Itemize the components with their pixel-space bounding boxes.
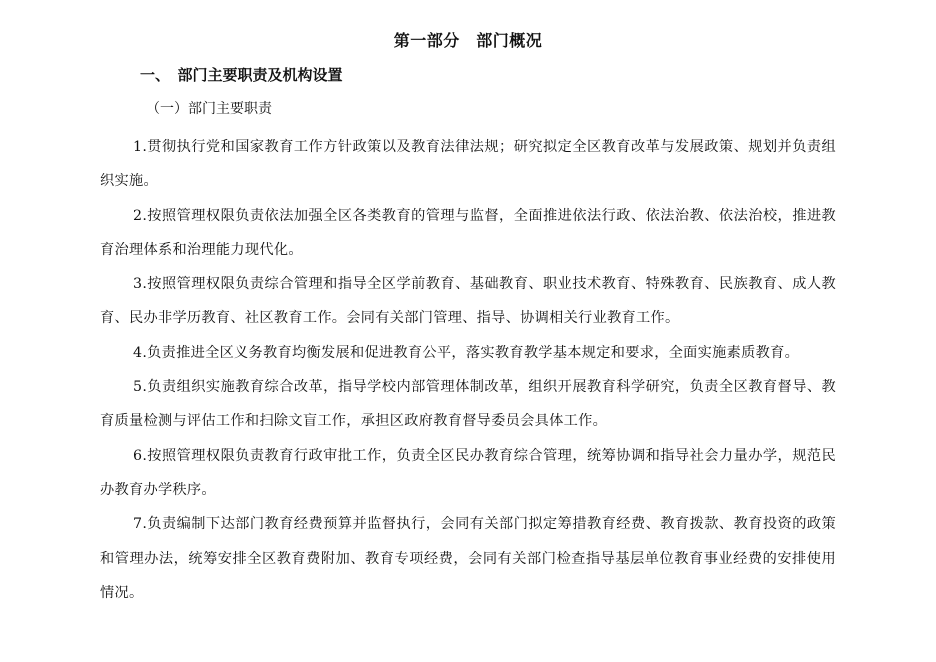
paragraph-2: 2.按照管理权限负责依法加强全区各类教育的管理与监督，全面推进依法行政、依法治教、依法治校，推进教育治理体系和治理能力现代化。: [100, 207, 836, 258]
paragraph-4: 4.负责推进全区义务教育均衡发展和促进教育公平，落实教育教学基本规定和要求，全面实施素质教育。: [133, 344, 800, 361]
paragraph-7: 7.负责编制下达部门教育经费预算并监督执行，会同有关部门拟定筹措教育经费、教育拨款、教育投资的政策和管理办法，统筹安排全区教育费附加、教育专项经费，会同有关部门检查指导基层单位教育事业经费的安排使用情况。: [100, 516, 836, 601]
subsection-heading: （一）部门主要职责: [146, 101, 272, 117]
paragraph-5: 5.负责组织实施教育综合改革，指导学校内部管理体制改革，组织开展教育科学研究，负责全区教育督导、教育质量检测与评估工作和扫除文盲工作，承担区政府教育督导委员会具体工作。: [100, 379, 836, 430]
paragraph-6: 6.按照管理权限负责教育行政审批工作，负责全区民办教育综合管理，统筹协调和指导社会力量办学，规范民办教育办学秩序。: [100, 447, 836, 498]
page-title: 第一部分 部门概况: [393, 31, 543, 50]
paragraph-3: 3.按照管理权限负责综合管理和指导全区学前教育、基础教育、职业技术教育、特殊教育、民族教育、成人教育、民办非学历教育、社区教育工作。会同有关部门管理、指导、协调相关行业教育工作。: [100, 276, 836, 327]
document-body: [100, 130, 836, 610]
section-heading: 一、 部门主要职责及机构设置: [140, 66, 343, 84]
paragraph-1: 1.贯彻执行党和国家教育工作方针政策以及教育法律法规；研究拟定全区教育改革与发展政策、规划并负责组织实施。: [100, 139, 836, 190]
